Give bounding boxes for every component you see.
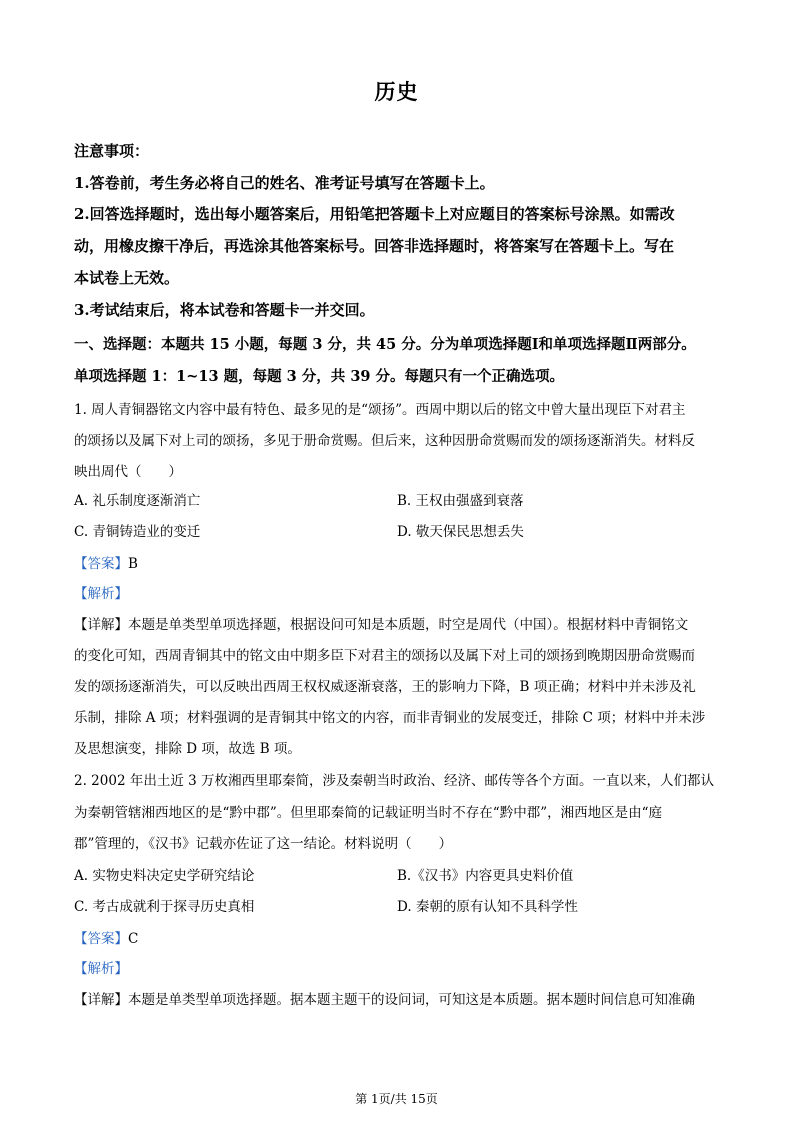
notice-item-1: 1.答卷前，考生务必将自己的姓名、准考证号填写在答题卡上。 — [74, 174, 495, 192]
q1-stem-line-2: 的颂扬以及属下对上司的颂扬，多见于册命赏赐。但后来，这种因册命赏赐而发的颂扬逐渐消失。材料反 — [74, 433, 695, 449]
q1-stem-line-3: 映出周代（ ） — [74, 464, 182, 480]
q1-option-a: A. 礼乐制度逐渐消亡 — [74, 493, 201, 509]
notice-item-2-end: 本试卷上无效。 — [74, 269, 180, 287]
q1-answer-tag: 【答案】 — [74, 556, 128, 572]
notice-item-3: 3.考试结束后，将本试卷和答题卡一并交回。 — [74, 301, 375, 319]
q2-option-d: D. 秦朝的原有认知不具科学性 — [397, 899, 578, 915]
q1-answer-line — [74, 554, 754, 574]
q1-analysis-tag: 【解析】 — [74, 586, 128, 602]
q2-answer-line — [74, 929, 754, 949]
page-title: 历史 — [374, 79, 419, 104]
q1-detail-line-1 — [74, 615, 754, 635]
q1-detail-tag: 【详解】 — [74, 617, 128, 633]
notice-heading: 注意事项： — [74, 142, 150, 160]
q1-option-b: B. 王权由强盛到衰落 — [397, 493, 524, 509]
q2-answer-tag: 【答案】 — [74, 931, 128, 947]
page-footer: 第 1页/共 15页 — [355, 1092, 438, 1106]
q1-stem-line-1: 1. 周人青铜器铭文内容中最有特色、最多见的是“颂扬”。西周中期以后的铭文中曾大量出现臣下对君主 — [74, 402, 686, 418]
q2-answer: C — [128, 931, 139, 947]
q1-detail-line-5: 及思想演变，排除 D 项，故选 B 项。 — [74, 741, 301, 757]
q2-option-a: A. 实物史料决定史学研究结论 — [74, 868, 255, 884]
q1-answer: B — [128, 556, 138, 572]
q2-analysis-tag: 【解析】 — [74, 961, 128, 977]
notice-item-2-cont: 动，用橡皮擦干净后，再选涂其他答案标号。回答非选择题时，将答案写在答题卡上。写在 — [74, 237, 675, 255]
section-subheading: 单项选择题 1：1~13 题，每题 3 分，共 39 分。每题只有一个正确选项。 — [74, 368, 565, 385]
q2-option-c: C. 考古成就利于探寻历史真相 — [74, 899, 255, 915]
q2-stem-line-3: 郡”管理的，《汉书》记载亦佐证了这一结论。材料说明（ ） — [74, 836, 453, 852]
q2-option-b: B.《汉书》内容更具史料价值 — [397, 868, 574, 884]
q2-detail-tag: 【详解】 — [74, 992, 128, 1008]
q2-detail-line-1 — [74, 990, 754, 1010]
notice-item-2: 2.回答选择题时，选出每小题答案后，用铅笔把答题卡上对应题目的答案标号涂黑。如需改 — [74, 205, 675, 223]
q1-detail-line-2: 的变化可知，西周青铜其中的铭文由中期多臣下对君主的颂扬以及属下对上司的颂扬到晚期因册命赏赐而 — [74, 648, 695, 664]
q2-stem-line-1: 2. 2002 年出土近 3 万枚湘西里耶秦简，涉及秦朝当时政治、经济、邮传等各个方面。一直以来，人们都认 — [74, 773, 714, 789]
q1-option-d: D. 敬天保民思想丢失 — [397, 524, 524, 540]
q2-detail-text-1: 本题是单类型单项选择题。据本题主题干的设问词，可知这是本质题。据本题时间信息可知准确 — [128, 992, 695, 1008]
q1-option-c: C. 青铜铸造业的变迁 — [74, 524, 201, 540]
q2-stem-line-2: 为秦朝管辖湘西地区的是“黔中郡”。但里耶秦简的记载证明当时不存在“黔中郡”，湘西地区是由“庭 — [74, 805, 663, 821]
q1-detail-line-4: 乐制，排除 A 项；材料强调的是青铜其中铭文的内容，而非青铜业的发展变迁，排除 C 项；材料中并未涉 — [74, 710, 706, 726]
q1-detail-line-3: 发的颂扬逐渐消失，可以反映出西周王权权威逐渐衰落，王的影响力下降，B 项正确；材料中并未涉及礼 — [74, 679, 696, 695]
q1-detail-text-1: 本题是单类型单项选择题，根据设问可知是本质题，时空是周代（中国）。根据材料中青铜铭文 — [128, 617, 689, 633]
section-heading: 一、选择题：本题共 15 小题，每题 3 分，共 45 分。分为单项选择题Ⅰ和单项选择题Ⅱ两部分。 — [74, 336, 696, 353]
